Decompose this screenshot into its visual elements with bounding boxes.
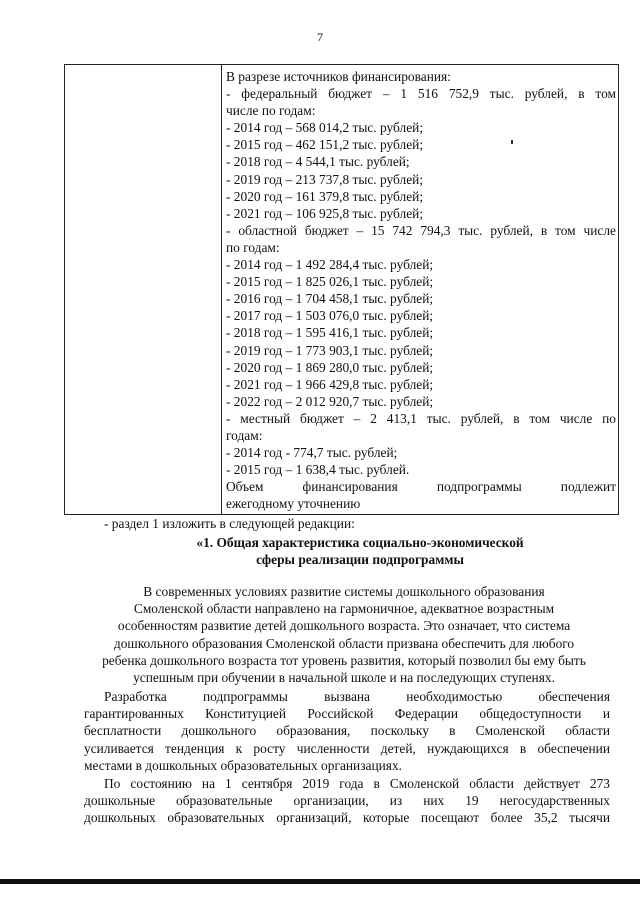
table-line: - 2017 год – 1 503 076,0 тыс. рублей; bbox=[226, 308, 434, 324]
stray-mark bbox=[511, 140, 513, 144]
table-line: ежегодному уточнению bbox=[226, 496, 361, 512]
paragraph-line: дошкольного образования Смоленской области призвана обеспечить для любого bbox=[113, 635, 575, 651]
paragraph-line: успешным при обучении в начальной школе и на последующих ступенях. bbox=[133, 670, 555, 686]
table-line: - областной бюджет – 15 742 794,3 тыс. рублей, в том числе bbox=[226, 222, 616, 238]
financing-cell bbox=[226, 68, 616, 512]
table-line: - 2014 год – 568 014,2 тыс. рублей; bbox=[226, 120, 424, 136]
section-heading bbox=[120, 534, 600, 568]
table-line: числе по годам: bbox=[226, 103, 316, 119]
table-line: В разрезе источников финансирования: bbox=[226, 69, 451, 84]
table-line: - 2016 год – 1 704 458,1 тыс. рублей; bbox=[226, 291, 434, 307]
paragraph-2 bbox=[84, 688, 610, 774]
paragraph-line: местами в дошкольных образовательных организациях. bbox=[84, 757, 402, 773]
paragraph-line: дошкольные образовательные организации, из них 19 негосударственных bbox=[84, 793, 610, 809]
paragraph-line: особенностям развитие детей дошкольного возраста. Это означает, что система bbox=[117, 618, 571, 634]
paragraph-line: В современных условиях развитие системы дошкольного образования bbox=[143, 584, 545, 599]
table-line: годам: bbox=[226, 427, 263, 443]
paragraph-1 bbox=[84, 583, 604, 686]
table-line: - местный бюджет – 2 413,1 тыс. рублей, в том числе по bbox=[226, 410, 616, 426]
table-line: - 2020 год – 161 379,8 тыс. рублей; bbox=[226, 188, 424, 204]
table-line: - 2015 год – 462 151,2 тыс. рублей; bbox=[226, 137, 424, 153]
paragraph-line: гарантированных Конституцией Российской Федерации общедоступности и bbox=[84, 706, 610, 722]
table-column-divider bbox=[221, 65, 222, 514]
table-line: Объем финансирования подпрограммы подлежит bbox=[226, 479, 616, 495]
financing-table bbox=[64, 64, 619, 515]
table-line: - 2021 год – 1 966 429,8 тыс. рублей; bbox=[226, 376, 434, 392]
table-line: - 2018 год – 1 595 416,1 тыс. рублей; bbox=[226, 325, 434, 341]
instruction-text: - раздел 1 изложить в следующей редакции: bbox=[104, 516, 355, 531]
table-line: - федеральный бюджет – 1 516 752,9 тыс. рублей, в том bbox=[226, 86, 616, 102]
table-line: - 2018 год – 4 544,1 тыс. рублей; bbox=[226, 154, 410, 170]
page-number: 7 bbox=[317, 30, 323, 44]
paragraph-line: Смоленской области направлено на гармоничное, адекватное возрастным bbox=[133, 601, 555, 617]
paragraph-3 bbox=[84, 775, 610, 827]
table-line: по годам: bbox=[226, 239, 280, 255]
table-line: - 2019 год – 213 737,8 тыс. рублей; bbox=[226, 171, 424, 187]
table-line: - 2015 год – 1 638,4 тыс. рублей. bbox=[226, 462, 410, 478]
table-line: - 2022 год – 2 012 920,7 тыс. рублей; bbox=[226, 393, 434, 409]
paragraph-line: бесплатности дошкольного образования, поскольку в Смоленской области bbox=[84, 723, 610, 739]
table-line: - 2019 год – 1 773 903,1 тыс. рублей; bbox=[226, 342, 434, 358]
table-line: - 2020 год – 1 869 280,0 тыс. рублей; bbox=[226, 359, 434, 375]
paragraph-line: ребенка дошкольного возраста тот уровень развития, который позволил бы ему быть bbox=[102, 652, 586, 668]
table-line: - 2021 год – 106 925,8 тыс. рублей; bbox=[226, 205, 424, 221]
paragraph-line: Разработка подпрограммы вызвана необходимостью обеспечения bbox=[104, 689, 610, 704]
bottom-rule bbox=[0, 879, 640, 884]
table-line: - 2014 год - 774,7 тыс. рублей; bbox=[226, 445, 398, 461]
heading-line: сферы реализации подпрограммы bbox=[256, 552, 464, 567]
paragraph-line: дошкольных образовательных организаций, которые посещают более 35,2 тысячи bbox=[84, 810, 610, 826]
heading-line: «1. Общая характеристика социально-экономической bbox=[196, 535, 524, 550]
table-line: - 2014 год – 1 492 284,4 тыс. рублей; bbox=[226, 257, 434, 273]
paragraph-line: По состоянию на 1 сентября 2019 года в Смоленской области действует 273 bbox=[104, 776, 610, 791]
paragraph-line: усиливается тенденция к росту численности детей, нуждающихся в обеспечении bbox=[84, 740, 610, 756]
table-line: - 2015 год – 1 825 026,1 тыс. рублей; bbox=[226, 274, 434, 290]
